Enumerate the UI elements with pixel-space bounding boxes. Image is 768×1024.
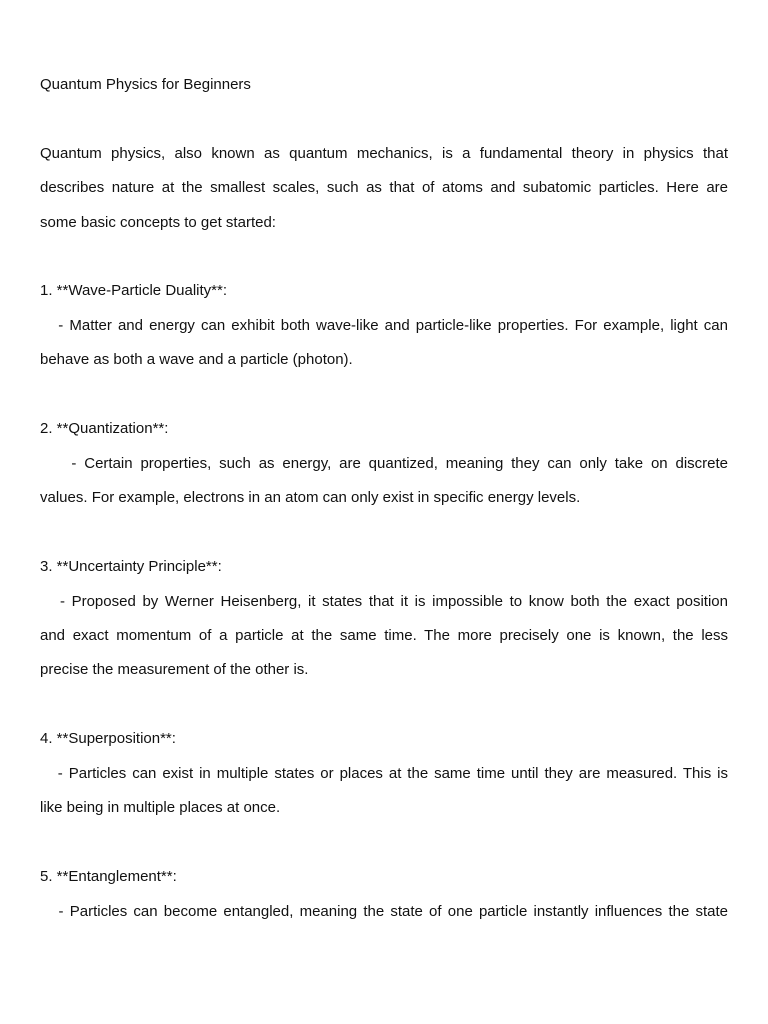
- section-heading: 4. **Superposition**:: [40, 730, 176, 747]
- section-heading: 2. **Quantization**:: [40, 420, 169, 437]
- section-line: - Proposed by Werner Heisenberg, it states that it is impossible to know both the exact position: [40, 593, 728, 610]
- section-line: and exact momentum of a particle at the same time. The more precisely one is known, the less: [40, 627, 728, 644]
- section-line: - Matter and energy can exhibit both wave-like and particle-like properties. For example, light can: [40, 317, 728, 334]
- section-heading: 3. **Uncertainty Principle**:: [40, 558, 222, 575]
- section-line: - Certain properties, such as energy, are quantized, meaning they can only take on discrete: [40, 455, 728, 472]
- intro-line: describes nature at the smallest scales, such as that of atoms and subatomic particles. Here are: [40, 179, 728, 196]
- section-line: - Particles can become entangled, meaning the state of one particle instantly influences the state: [40, 903, 728, 920]
- document-page: [40, 0, 728, 1024]
- intro-line: some basic concepts to get started:: [40, 214, 276, 231]
- section-line: behave as both a wave and a particle (photon).: [40, 351, 353, 368]
- section-line: like being in multiple places at once.: [40, 799, 281, 816]
- section-heading: 1. **Wave-Particle Duality**:: [40, 282, 228, 299]
- section-line: - Particles can exist in multiple states or places at the same time until they are measured. This is: [40, 765, 728, 782]
- section-line: precise the measurement of the other is.: [40, 661, 309, 678]
- document-title: Quantum Physics for Beginners: [40, 76, 251, 93]
- intro-line: Quantum physics, also known as quantum mechanics, is a fundamental theory in physics that: [40, 145, 728, 162]
- section-line: values. For example, electrons in an atom can only exist in specific energy levels.: [40, 489, 581, 506]
- section-heading: 5. **Entanglement**:: [40, 868, 177, 885]
